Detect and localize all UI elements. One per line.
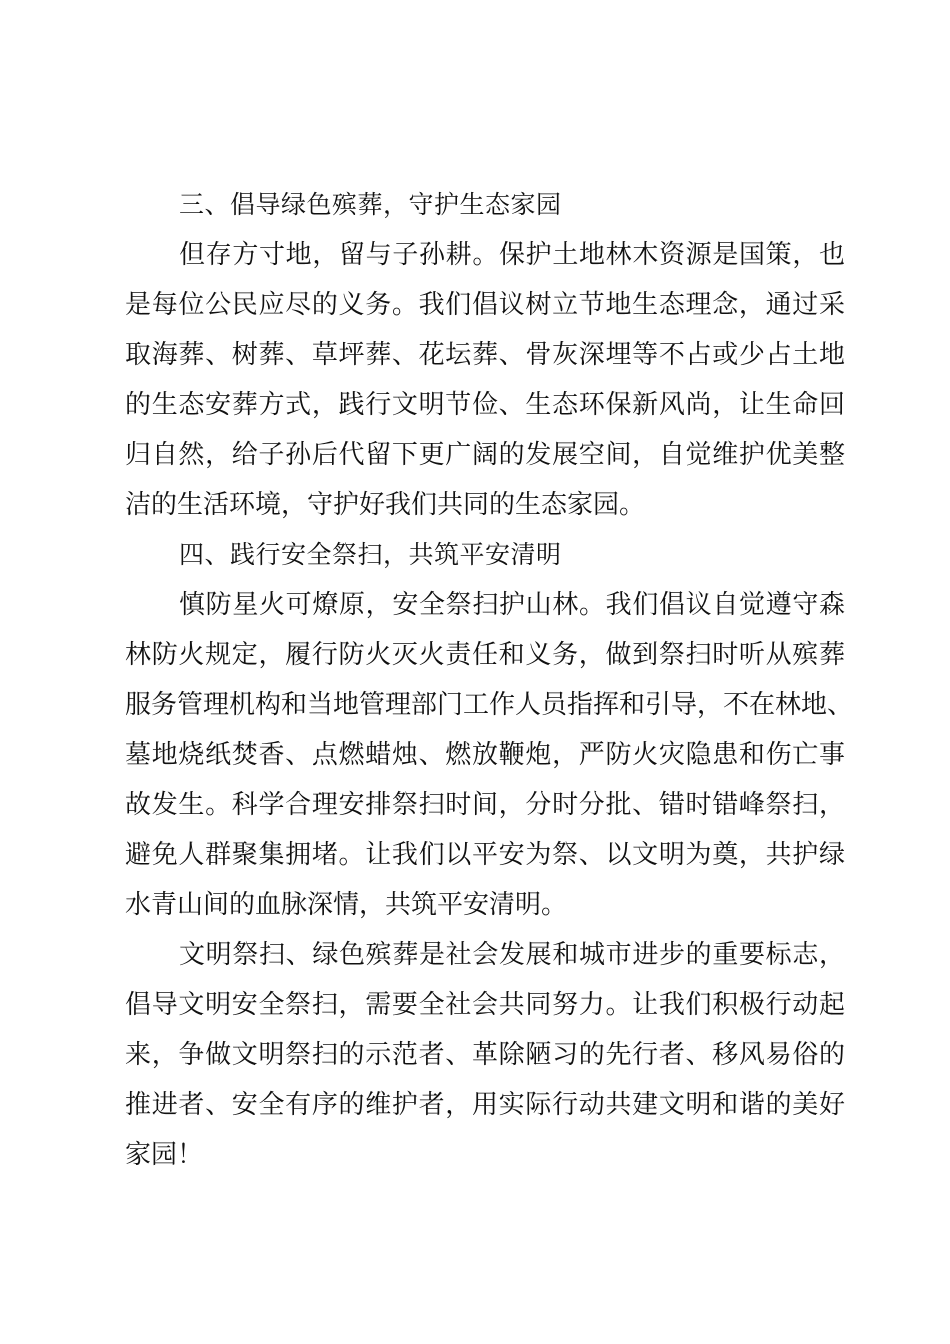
paragraph-line: 水青山间的血脉深情，共筑平安清明。 bbox=[125, 890, 568, 920]
section-green-burial bbox=[125, 180, 845, 530]
document-body bbox=[125, 180, 854, 1180]
paragraph-line: 慎防星火可燎原，安全祭扫护山林。我们倡议自觉遵守森 bbox=[179, 590, 845, 620]
paragraph-line: 倡导文明安全祭扫，需要全社会共同努力。让我们积极行动起 bbox=[125, 990, 845, 1020]
paragraph-line: 推进者、安全有序的维护者，用实际行动共建文明和谐的美好 bbox=[125, 1090, 845, 1120]
paragraph-line: 来，争做文明祭扫的示范者、革除陋习的先行者、移风易俗的 bbox=[125, 1040, 845, 1070]
paragraph-line: 林防火规定，履行防火灭火责任和义务，做到祭扫时听从殡葬 bbox=[125, 640, 845, 670]
paragraph-line: 洁的生活环境，守护好我们共同的生态家园。 bbox=[125, 490, 646, 520]
section-safe-sweeping bbox=[125, 530, 854, 930]
paragraph-line: 墓地烧纸焚香、点燃蜡烛、燃放鞭炮，严防火灾隐患和伤亡事 bbox=[125, 740, 845, 770]
paragraph-line: 取海葬、树葬、草坪葬、花坛葬、骨灰深埋等不占或少占土地 bbox=[125, 340, 845, 370]
section-heading: 四、践行安全祭扫，共筑平安清明 bbox=[179, 540, 562, 569]
paragraph-line: 但存方寸地，留与子孙耕。保护土地林木资源是国策，也 bbox=[179, 240, 845, 270]
paragraph-line: 文明祭扫、绿色殡葬是社会发展和城市进步的重要标志， bbox=[179, 940, 845, 970]
paragraph bbox=[125, 230, 845, 530]
paragraph-line: 服务管理机构和当地管理部门工作人员指挥和引导，不在林地、 bbox=[125, 690, 854, 720]
section-heading: 三、倡导绿色殡葬，守护生态家园 bbox=[179, 190, 562, 219]
paragraph-line: 避免人群聚集拥堵。让我们以平安为祭、以文明为奠，共护绿 bbox=[125, 840, 845, 870]
closing-paragraph bbox=[125, 930, 845, 1180]
paragraph bbox=[125, 580, 854, 930]
paragraph-line: 家园！ bbox=[125, 1140, 204, 1170]
paragraph-line: 的生态安葬方式，践行文明节俭、生态环保新风尚，让生命回 bbox=[125, 390, 845, 420]
paragraph-line: 归自然，给子孙后代留下更广阔的发展空间，自觉维护优美整 bbox=[125, 440, 845, 470]
paragraph-line: 故发生。科学合理安排祭扫时间，分时分批、错时错峰祭扫， bbox=[125, 790, 845, 820]
paragraph-line: 是每位公民应尽的义务。我们倡议树立节地生态理念，通过采 bbox=[125, 290, 845, 320]
